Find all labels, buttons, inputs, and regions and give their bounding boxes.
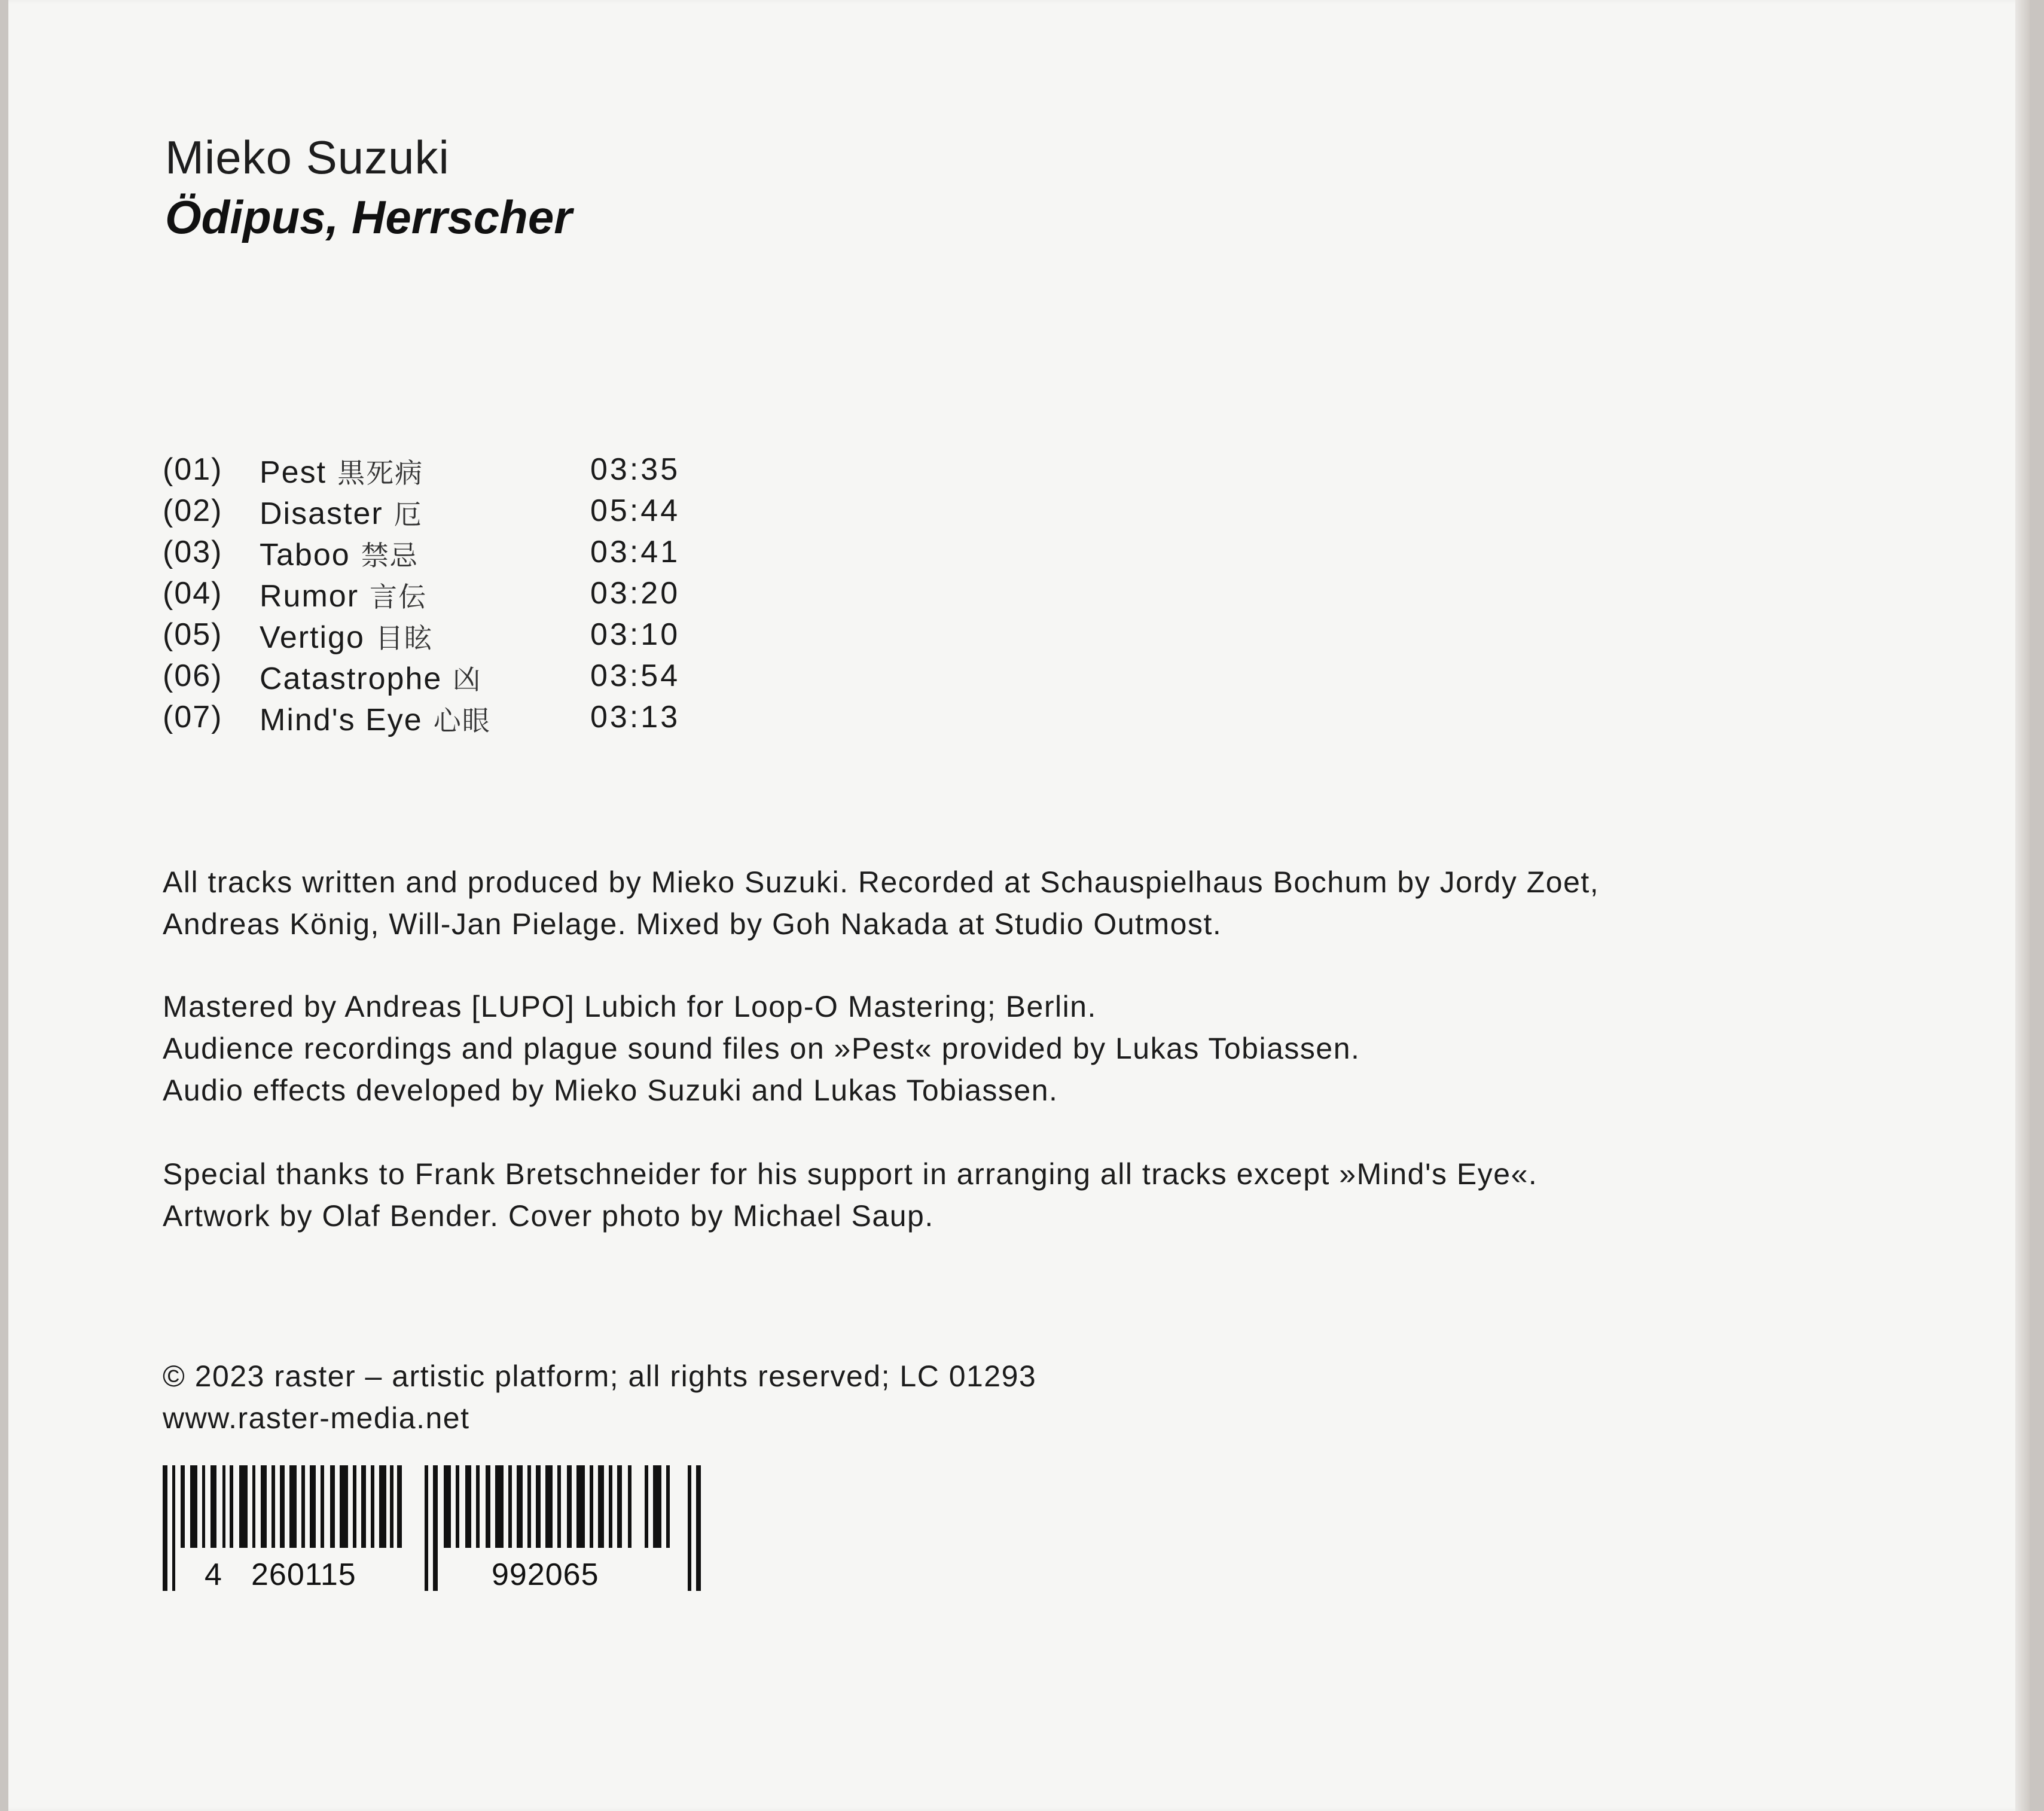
track-kanji: 黒死病 xyxy=(337,458,424,489)
track-duration: 03:20 xyxy=(590,576,681,611)
track-duration: 05:44 xyxy=(590,493,681,528)
track-duration: 03:35 xyxy=(590,452,681,487)
barcode-bars xyxy=(163,1465,701,1591)
credits-line: All tracks written and produced by Mieko Suzuki. Recorded at Schauspielhaus Bochum by Jordy Zoet, xyxy=(163,865,1600,899)
track-title: Mind's Eye 心眼 xyxy=(260,703,491,737)
track-row xyxy=(163,617,701,658)
barcode xyxy=(163,1465,708,1591)
track-number: (05) xyxy=(163,617,223,652)
track-row xyxy=(163,575,701,617)
track-kanji: 禁忌 xyxy=(361,540,419,571)
cd-back-cover xyxy=(8,0,2030,1811)
track-kanji: 厄 xyxy=(393,499,423,530)
credits-line: Special thanks to Frank Bretschneider for his support in arranging all tracks except »Mind's Eye«. xyxy=(163,1157,1538,1191)
track-kanji: 凶 xyxy=(453,664,482,695)
track-kanji: 言伝 xyxy=(370,581,428,612)
credits-line: Andreas König, Will-Jan Pielage. Mixed by Goh Nakada at Studio Outmost. xyxy=(163,907,1222,941)
track-duration: 03:54 xyxy=(590,658,681,693)
barcode-right-digits: 992065 xyxy=(492,1557,599,1591)
track-duration: 03:41 xyxy=(590,535,681,569)
track-title: Pest 黒死病 xyxy=(260,455,424,490)
credits-line: Audio effects developed by Mieko Suzuki and Lukas Tobiassen. xyxy=(163,1074,1058,1107)
credits-line: Artwork by Olaf Bender. Cover photo by Michael Saup. xyxy=(163,1199,934,1233)
sleeve-edge xyxy=(2015,0,2030,1811)
barcode-first-digit: 4 xyxy=(205,1557,222,1591)
credits-recording xyxy=(163,861,1599,945)
credits-thanks xyxy=(163,1153,1537,1237)
track-row xyxy=(163,452,701,493)
track-title: Rumor 言伝 xyxy=(260,579,428,614)
credits-line: Audience recordings and plague sound files on »Pest« provided by Lukas Tobiassen. xyxy=(163,1032,1360,1065)
credits-line: Mastered by Andreas [LUPO] Lubich for Loop-O Mastering; Berlin. xyxy=(163,990,1097,1023)
copyright-line: © 2023 raster – artistic platform; all rights reserved; LC 01293 xyxy=(163,1359,1037,1393)
track-number: (06) xyxy=(163,658,223,693)
track-row xyxy=(163,658,701,699)
barcode-left-digits: 260115 xyxy=(251,1557,356,1591)
album-title: Ödipus, Herrscher xyxy=(165,191,572,243)
copyright-block xyxy=(163,1355,1036,1439)
track-duration: 03:13 xyxy=(590,700,681,734)
track-number: (04) xyxy=(163,576,223,611)
track-duration: 03:10 xyxy=(590,617,681,652)
track-row xyxy=(163,699,701,740)
website-line: www.raster-media.net xyxy=(163,1401,470,1435)
credits-mastering xyxy=(163,986,1360,1111)
track-number: (01) xyxy=(163,452,223,487)
track-row xyxy=(163,534,701,575)
track-title: Catastrophe 凶 xyxy=(260,661,482,696)
track-title: Vertigo 目眩 xyxy=(260,620,433,655)
track-number: (07) xyxy=(163,700,223,734)
track-title: Disaster 厄 xyxy=(260,496,423,531)
artist-name: Mieko Suzuki xyxy=(165,131,450,184)
track-title: Taboo 禁忌 xyxy=(260,538,419,572)
track-kanji: 心眼 xyxy=(433,705,491,736)
track-kanji: 目眩 xyxy=(375,623,433,654)
track-number: (02) xyxy=(163,493,223,528)
track-number: (03) xyxy=(163,535,223,569)
track-row xyxy=(163,493,701,534)
